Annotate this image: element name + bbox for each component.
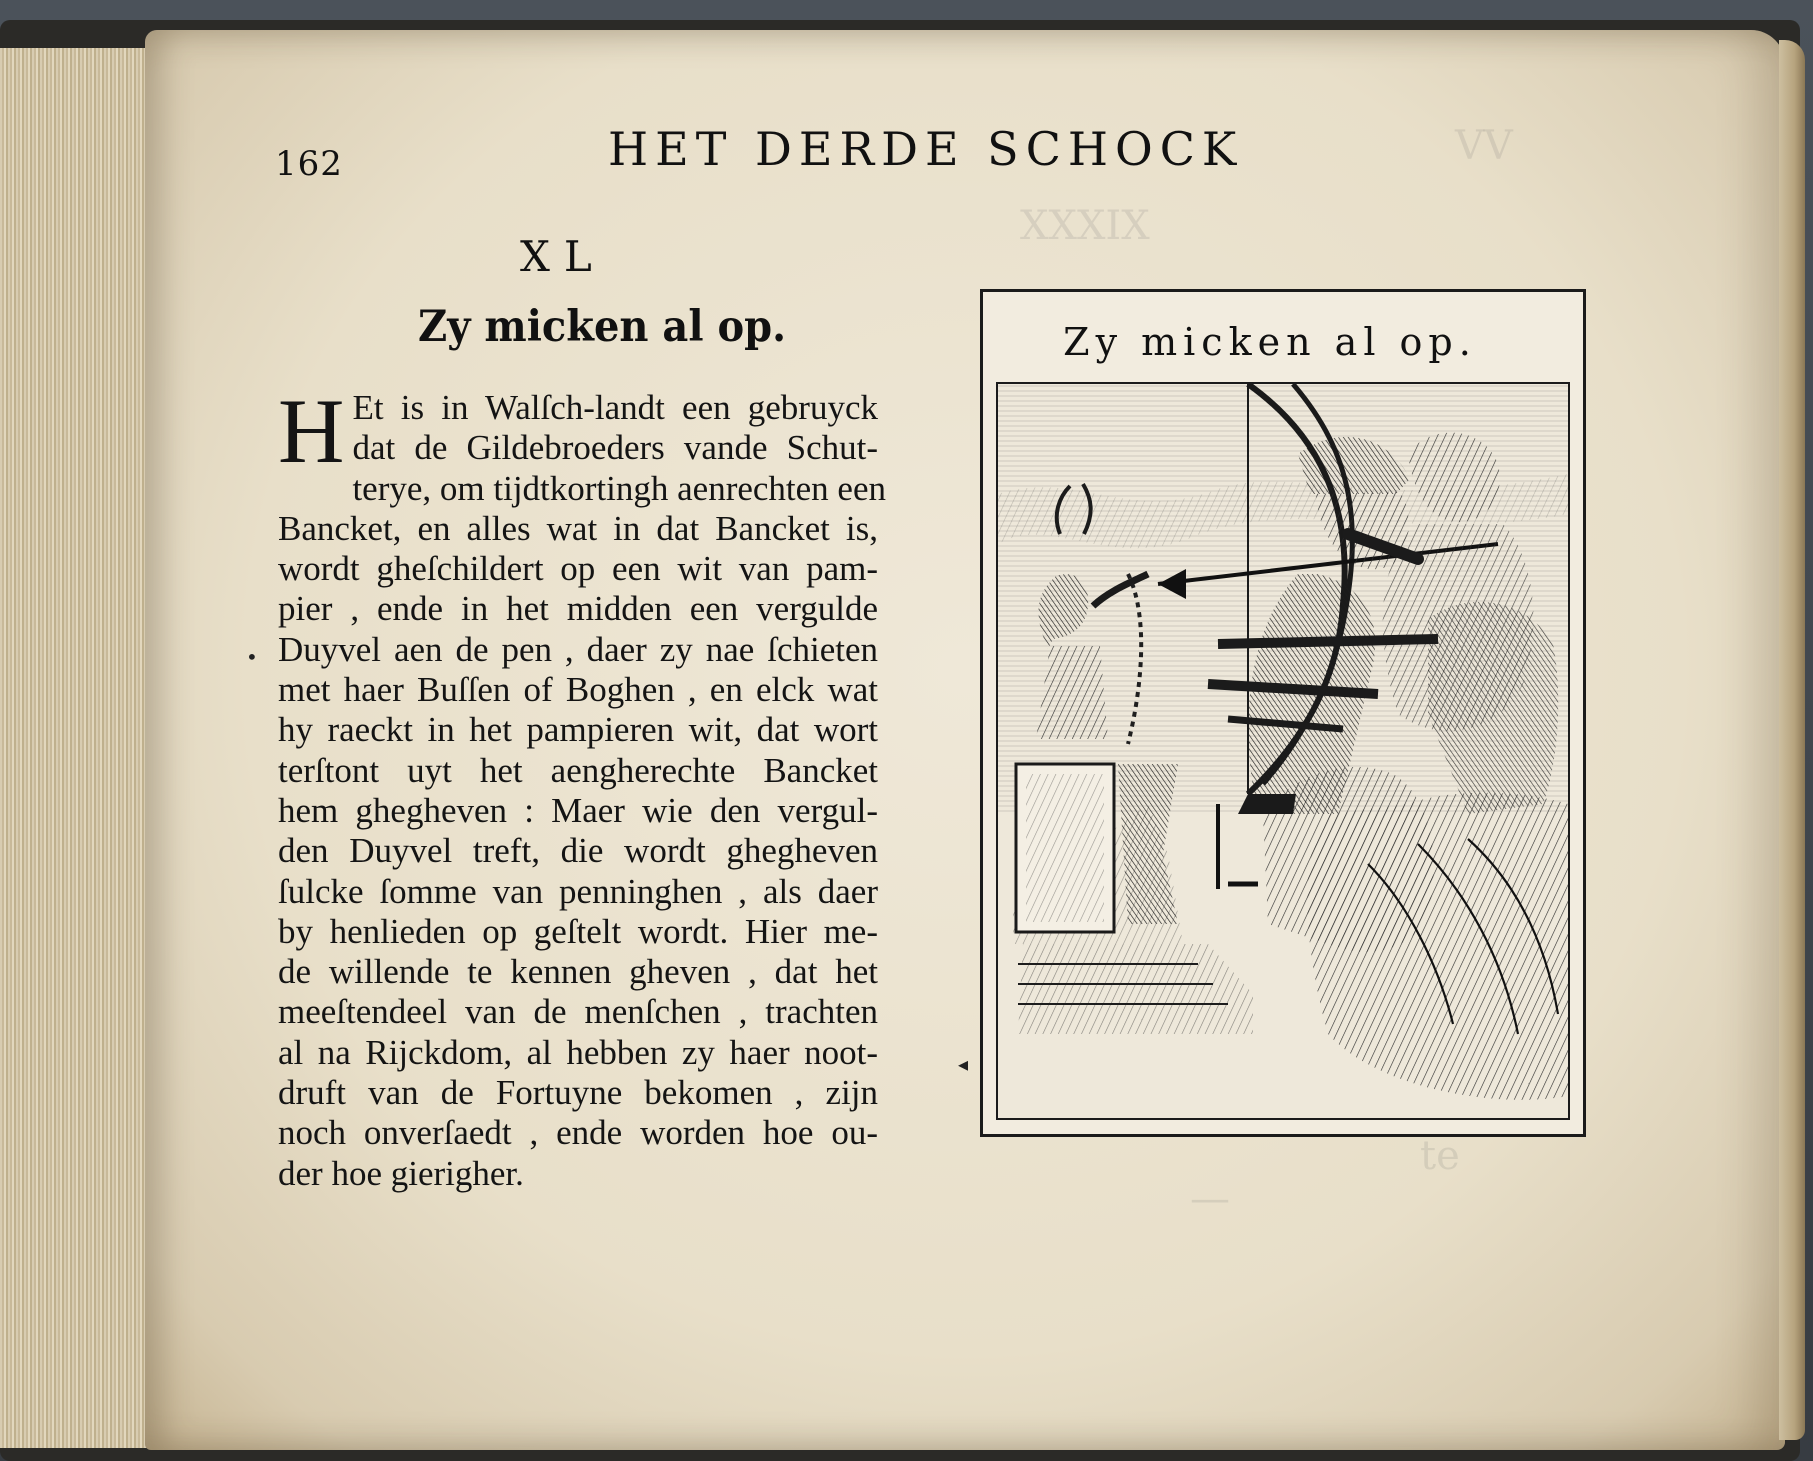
chapter-title: Zy micken al op. <box>418 301 787 352</box>
text-line: al na Rijckdom, al hebben zy haer noot- <box>278 1032 878 1072</box>
engraving-caption: Zy micken al op. <box>1063 320 1477 364</box>
margin-mark: ◂ <box>958 1052 969 1076</box>
text-line: terſtont uyt het aengherechte Bancket <box>278 750 878 790</box>
drop-cap: H <box>278 380 345 482</box>
archery-scene-illustration <box>998 384 1568 1118</box>
text-line: meeſtendeel van de menſchen , trachten <box>278 992 878 1032</box>
chapter-number: XL <box>520 232 606 281</box>
text-line: pier , ende in het midden een vergulde <box>278 589 878 629</box>
text-line: druft van de Fortuyne bekomen , zijn <box>278 1073 878 1113</box>
running-title: HET DERDE SCHOCK <box>608 122 1244 176</box>
margin-mark: • <box>246 645 258 669</box>
text-line: der hoe gierigher. <box>278 1153 524 1193</box>
page-right-edge <box>1779 40 1805 1440</box>
text-line: by henlieden op geſtelt wordt. Hier me- <box>278 911 878 951</box>
text-line: den Duyvel treft, die wordt ghegheven <box>278 831 878 871</box>
text-line: Duyvel aen de pen , daer zy nae ſchieten <box>278 629 878 669</box>
text-line: met haer Buſſen of Boghen , en elck wat <box>278 670 878 710</box>
engraving-illustration <box>996 382 1570 1120</box>
text-line: terye, om tijdtkortingh aenrechten een <box>352 468 886 508</box>
text-line: hy raeckt in het pampieren wit, dat wort <box>278 710 878 750</box>
page-number: 162 <box>275 144 343 184</box>
page-edges <box>0 48 153 1448</box>
text-line: noch onverſaedt , ende worden hoe ou- <box>278 1113 878 1153</box>
text-line: Et is in Walſch-landt een gebruyck <box>352 388 878 427</box>
text-line: Bancket, en alles wat in dat Bancket is, <box>278 508 878 548</box>
text-line: wordt gheſchildert op een wit van pam- <box>278 549 878 589</box>
body-text <box>278 380 886 1194</box>
text-line: de willende te kennen gheven , dat het <box>278 952 878 992</box>
text-line: dat de Gildebroeders vande Schut- <box>352 428 878 468</box>
text-line: hem ghegheven : Maer wie den vergul- <box>278 790 878 830</box>
text-line: ſulcke ſomme van penninghen , als daer <box>278 871 878 911</box>
